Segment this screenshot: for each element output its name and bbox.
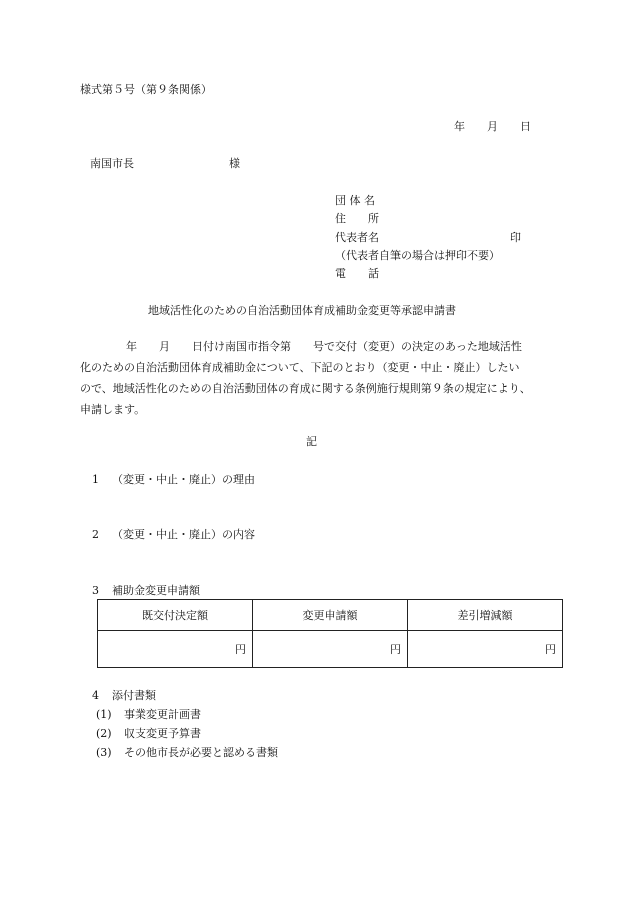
body-line: 申請します。 — [80, 403, 146, 416]
phone-label: 電 話 — [335, 267, 379, 280]
table-row — [98, 631, 563, 668]
attachment-label: 事業変更計画書 — [124, 708, 201, 721]
document-title: 地域活性化のための自治活動団体育成補助金変更等承認申請書 — [148, 304, 456, 317]
header-granted-amount: 既交付決定額 — [98, 600, 253, 631]
difference-cell: 円 — [408, 631, 563, 668]
section4-number: 4 — [92, 689, 99, 702]
addressee-suffix: 様 — [229, 157, 240, 170]
attachment-number: (3) — [96, 746, 112, 759]
granted-amount-cell: 円 — [98, 631, 253, 668]
group-name-label: 団 体 名 — [335, 194, 375, 207]
attachment-label: 収支変更予算書 — [124, 727, 201, 740]
amount-table — [97, 599, 563, 668]
section4-label: 添付書類 — [112, 689, 156, 702]
representative-label: 代表者名 — [335, 231, 379, 244]
body-line: 年 月 日付け南国市指令第 号で交付（変更）の決定のあった地域活性 — [126, 340, 522, 353]
date-month: 月 — [487, 120, 498, 133]
address-label: 住 所 — [335, 212, 379, 225]
change-amount-cell: 円 — [253, 631, 408, 668]
body-line: 化のための自治活動団体育成補助金について、下記のとおり（変更・中止・廃止）したい — [80, 361, 520, 374]
attachment-label: その他市長が必要と認める書類 — [124, 746, 278, 759]
header-difference: 差引増減額 — [408, 600, 563, 631]
section3-label: 補助金変更申請額 — [112, 584, 200, 597]
attachment-number: (1) — [96, 708, 112, 721]
body-paragraph — [80, 336, 550, 420]
attachment-number: (2) — [96, 727, 112, 740]
date-day: 日 — [520, 120, 531, 133]
header-change-amount: 変更申請額 — [253, 600, 408, 631]
representative-note: （代表者自筆の場合は押印不要） — [335, 249, 500, 262]
section1-number: 1 — [92, 473, 99, 486]
section3-number: 3 — [92, 584, 99, 597]
section2-number: 2 — [92, 528, 99, 541]
seal-mark: 印 — [510, 231, 521, 244]
section2-label: （変更・中止・廃止）の内容 — [112, 528, 255, 541]
section1-label: （変更・中止・廃止）の理由 — [112, 473, 255, 486]
date-year: 年 — [454, 120, 465, 133]
table-header-row — [98, 600, 563, 631]
body-line: ので、地域活性化のための自治活動団体の育成に関する条例施行規則第９条の規定により、 — [80, 382, 531, 395]
ki-heading: 記 — [306, 435, 317, 448]
form-number: 様式第５号（第９条関係） — [80, 83, 212, 96]
addressee-name: 南国市長 — [90, 157, 134, 170]
